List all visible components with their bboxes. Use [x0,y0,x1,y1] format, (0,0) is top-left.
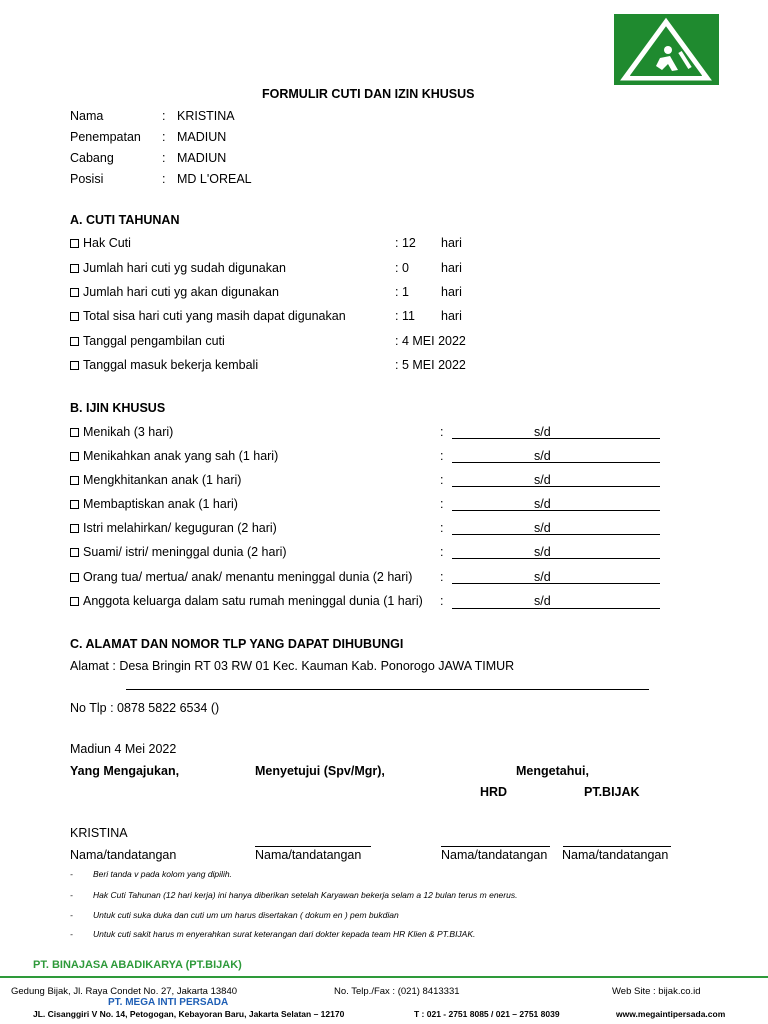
note-bullet: - [70,890,73,900]
footer-address-2: JL. Cisanggiri V No. 14, Petogogan, Kebayoran Baru, Jakarta Selatan – 12170 [33,1009,345,1019]
section-c-heading: C. ALAMAT DAN NOMOR TLP YANG DAPAT DIHUBUNGI [70,637,404,651]
identity-label-penempatan: Penempatan [70,130,141,144]
identity-label-cabang: Cabang [70,151,114,165]
menyetujui-label: Menyetujui (Spv/Mgr), [255,764,385,778]
alamat-line[interactable] [126,689,649,690]
checkbox[interactable] [70,312,79,321]
identity-colon: : [162,151,166,165]
cuti-row-unit: hari [441,309,462,323]
ijin-colon: : [440,594,444,608]
checkbox[interactable] [70,288,79,297]
checkbox[interactable] [70,337,79,346]
note-bullet: - [70,929,73,939]
identity-colon: : [162,130,166,144]
ijin-sd: s/d [534,545,551,559]
identity-label-posisi: Posisi [70,172,104,186]
ijin-sd: s/d [534,521,551,535]
checkbox[interactable] [70,476,79,485]
cuti-row-label: Jumlah hari cuti yg sudah digunakan [83,261,286,275]
footer-web-2: www.megaintipersada.com [616,1009,726,1019]
ijin-date-line[interactable] [452,608,660,609]
footer-telp-2: T : 021 - 2751 8085 / 021 – 2751 8039 [414,1009,560,1019]
ijin-date-line[interactable] [452,438,660,439]
ijin-sd: s/d [534,594,551,608]
ijin-row [70,497,238,511]
cuti-row [70,236,131,250]
footer-telp-1: No. Telp./Fax : (021) 8413331 [334,986,460,997]
checkbox[interactable] [70,239,79,248]
ijin-row-label: Membaptiskan anak (1 hari) [83,497,238,511]
checkbox[interactable] [70,524,79,533]
cuti-row-label: Tanggal masuk bekerja kembali [83,358,259,372]
cuti-row-unit: hari [441,261,462,275]
ijin-sd: s/d [534,449,551,463]
signer-name: KRISTINA [70,826,128,840]
ijin-sd: s/d [534,497,551,511]
cuti-row-unit: hari [441,236,462,250]
cuti-row-value: : 0 [395,261,409,275]
section-a-heading: A. CUTI TAHUNAN [70,213,180,227]
ijin-row-label: Istri melahirkan/ keguguran (2 hari) [83,521,277,535]
ijin-colon: : [440,521,444,535]
ijin-row-label: Menikah (3 hari) [83,425,174,439]
company-logo [614,14,719,85]
ijin-date-line[interactable] [452,462,660,463]
form-title: FORMULIR CUTI DAN IZIN KHUSUS [262,87,475,101]
signature-line-hrd[interactable] [441,846,550,847]
cuti-row-value: : 4 MEI 2022 [395,334,466,348]
section-b-heading: B. IJIN KHUSUS [70,401,166,415]
footer-company-2: PT. MEGA INTI PERSADA [108,997,229,1008]
checkbox[interactable] [70,548,79,557]
note-bullet: - [70,869,73,879]
identity-value-penempatan: MADIUN [177,130,227,144]
ijin-sd: s/d [534,570,551,584]
cuti-row [70,358,258,372]
cuti-row-label: Total sisa hari cuti yang masih dapat digunakan [83,309,346,323]
note-item: Beri tanda v pada kolom yang dipilih. [93,869,232,879]
ijin-colon: : [440,570,444,584]
ijin-date-line[interactable] [452,583,660,584]
checkbox[interactable] [70,573,79,582]
signature-line-ptbijak[interactable] [563,846,671,847]
mengetahui-label: Mengetahui, [516,764,589,778]
cuti-row-value: : 12 [395,236,416,250]
cuti-row-value: : 11 [395,309,415,323]
checkbox[interactable] [70,500,79,509]
ijin-row [70,545,287,559]
ijin-colon: : [440,545,444,559]
cuti-row-label: Jumlah hari cuti yg akan digunakan [83,285,279,299]
ijin-row [70,449,278,463]
place-date: Madiun 4 Mei 2022 [70,742,177,756]
ptbijak-label: PT.BIJAK [584,785,640,799]
checkbox[interactable] [70,361,79,370]
cuti-row-unit: hari [441,285,462,299]
note-item: Hak Cuti Tahunan (12 hari kerja) ini hanya diberikan setelah Karyawan bekerja selam a 12 bulan terus m enerus. [93,890,518,900]
ijin-row [70,473,241,487]
cuti-row-value: : 1 [395,285,409,299]
nama-ttd-3: Nama/tandatangan [441,848,548,862]
cuti-row-value: : 5 MEI 2022 [395,358,466,372]
yang-mengajukan-label: Yang Mengajukan, [70,764,180,778]
cuti-row [70,334,225,348]
ijin-row [70,425,173,439]
ijin-date-line[interactable] [452,534,660,535]
nama-ttd-1: Nama/tandatangan [70,848,177,862]
ijin-colon: : [440,425,444,439]
footer-divider [0,976,768,978]
ijin-row [70,594,423,608]
checkbox[interactable] [70,264,79,273]
ijin-colon: : [440,449,444,463]
footer-address-1: Gedung Bijak, Jl. Raya Condet No. 27, Jakarta 13840 [11,986,238,997]
tlp-text: No Tlp : 0878 5822 6534 () [70,701,220,715]
nama-ttd-4: Nama/tandatangan [562,848,669,862]
cuti-row [70,285,279,299]
checkbox[interactable] [70,428,79,437]
checkbox[interactable] [70,597,79,606]
cuti-row-label: Tanggal pengambilan cuti [83,334,225,348]
ijin-row-label: Orang tua/ mertua/ anak/ menantu meninggal dunia (2 hari) [83,570,413,584]
nama-ttd-2: Nama/tandatangan [255,848,362,862]
identity-value-nama: KRISTINA [177,109,235,123]
note-item: Untuk cuti suka duka dan cuti um um harus disertakan ( dokum en ) pem bukdian [93,910,399,920]
alamat-text: Alamat : Desa Bringin RT 03 RW 01 Kec. Kauman Kab. Ponorogo JAWA TIMUR [70,659,515,673]
identity-label-nama: Nama [70,109,104,123]
ijin-row-label: Menikahkan anak yang sah (1 hari) [83,449,279,463]
ijin-colon: : [440,497,444,511]
ijin-sd: s/d [534,425,551,439]
ijin-date-line[interactable] [452,486,660,487]
ijin-date-line[interactable] [452,510,660,511]
signature-line-spv[interactable] [255,846,371,847]
ijin-row [70,570,412,584]
note-item: Untuk cuti sakit harus m enyerahkan surat keterangan dari dokter kepada team HR Klien & PT.BIJAK. [93,929,476,939]
identity-colon: : [162,172,166,186]
checkbox[interactable] [70,452,79,461]
identity-colon: : [162,109,166,123]
ijin-row-label: Anggota keluarga dalam satu rumah meninggal dunia (1 hari) [83,594,423,608]
hrd-label: HRD [480,785,508,799]
footer-web-1: Web Site : bijak.co.id [612,986,701,997]
ijin-row [70,521,277,535]
ijin-row-label: Suami/ istri/ meninggal dunia (2 hari) [83,545,287,559]
cuti-row-label: Hak Cuti [83,236,131,250]
ijin-colon: : [440,473,444,487]
ijin-row-label: Mengkhitankan anak (1 hari) [83,473,242,487]
cuti-row [70,261,286,275]
cuti-row [70,309,346,323]
ijin-date-line[interactable] [452,558,660,559]
note-bullet: - [70,910,73,920]
ijin-sd: s/d [534,473,551,487]
identity-value-posisi: MD L'OREAL [177,172,252,186]
identity-value-cabang: MADIUN [177,151,227,165]
footer-company-1: PT. BINAJASA ABADIKARYA (PT.BIJAK) [33,959,242,971]
